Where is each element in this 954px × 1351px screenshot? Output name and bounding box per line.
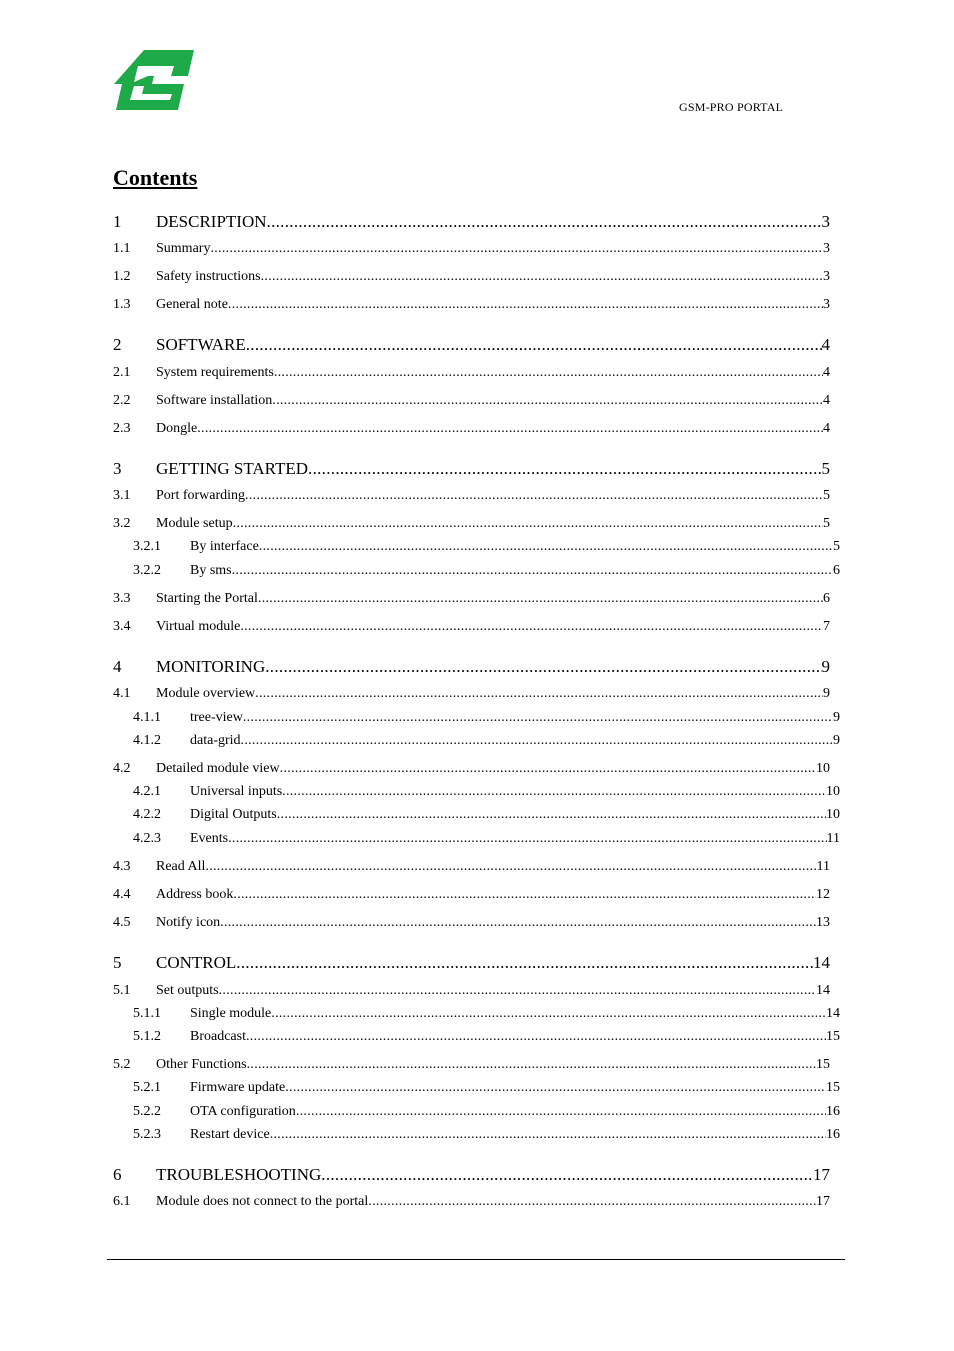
toc-entry-label: Summary [156, 241, 211, 256]
toc-entry[interactable] [113, 591, 830, 607]
toc-entry-page: 15 [816, 1057, 830, 1072]
toc-entry-page: 4 [823, 393, 830, 408]
toc-entry-page: 9 [833, 710, 840, 725]
toc-entry-label: Starting the Portal [156, 591, 258, 606]
toc-leader-dots [296, 1104, 826, 1120]
toc-entry-page: 3 [821, 212, 830, 231]
toc-entry[interactable] [113, 1194, 830, 1210]
toc-entry-number: 4.1 [113, 686, 131, 701]
toc-entry-label: Software installation [156, 393, 273, 408]
toc-entry[interactable] [133, 807, 840, 823]
toc-entry[interactable] [113, 859, 830, 875]
toc-leader-dots [246, 1029, 826, 1045]
toc-entry[interactable] [113, 686, 830, 702]
toc-entry-page: 17 [816, 1194, 830, 1209]
toc-leader-dots [259, 539, 833, 555]
toc-entry-label: Notify icon [156, 915, 221, 930]
toc-entry-page: 14 [826, 1006, 840, 1021]
toc-entry[interactable] [133, 784, 840, 800]
toc-leader-dots [265, 657, 821, 677]
toc-leader-dots [240, 619, 823, 635]
toc-leader-dots [205, 859, 816, 875]
toc-entry-page: 9 [821, 657, 830, 676]
toc-leader-dots [271, 1006, 826, 1022]
toc-entry-number: 5.2.2 [133, 1104, 161, 1119]
toc-entry-label: Single module [190, 1006, 272, 1021]
toc-entry[interactable] [133, 1104, 840, 1120]
toc-entry-number: 3.1 [113, 488, 131, 503]
toc-entry-page: 4 [823, 365, 830, 380]
toc-heading: Contents [113, 165, 198, 190]
toc-entry-page: 7 [823, 619, 830, 634]
toc-entry-page: 6 [823, 591, 830, 606]
toc-leader-dots [270, 1127, 826, 1143]
toc-leader-dots [272, 393, 823, 409]
toc-entry[interactable] [113, 269, 830, 285]
toc-entry-label: Restart device [190, 1127, 270, 1142]
toc-leader-dots [233, 887, 816, 903]
toc-entry-page: 11 [816, 859, 830, 874]
company-logo-icon [114, 48, 196, 112]
toc-leader-dots [228, 831, 826, 847]
toc-entry-page: 9 [823, 686, 830, 701]
toc-entry[interactable] [113, 212, 830, 232]
toc-entry-page: 15 [826, 1029, 840, 1044]
toc-entry-number: 4.2.2 [133, 807, 161, 822]
toc-entry[interactable] [133, 710, 840, 726]
toc-entry-label: Module overview [156, 686, 256, 701]
toc-leader-dots [219, 983, 816, 999]
toc-leader-dots [261, 269, 823, 285]
toc-leader-dots [255, 686, 823, 702]
toc-entry-label: By sms [190, 563, 232, 578]
toc-entry[interactable] [113, 335, 830, 355]
toc-entry-label: data-grid [190, 733, 241, 748]
toc-leader-dots [321, 1165, 813, 1185]
toc-entry-page: 4 [821, 335, 830, 354]
toc-entry-page: 9 [833, 733, 840, 748]
toc-entry[interactable] [113, 393, 830, 409]
toc-entry-page: 5 [833, 539, 840, 554]
toc-entry-number: 3.2 [113, 516, 131, 531]
toc-entry-number: 4.1.1 [133, 710, 161, 725]
toc-entry-label: Digital Outputs [190, 807, 277, 822]
toc-entry[interactable] [113, 761, 830, 777]
toc-entry-page: 14 [813, 953, 830, 972]
toc-leader-dots [233, 516, 823, 532]
toc-leader-dots [258, 591, 823, 607]
toc-leader-dots [368, 1194, 816, 1210]
toc-entry-page: 10 [826, 807, 840, 822]
toc-entry-number: 4.3 [113, 859, 131, 874]
toc-entry-number: 4.4 [113, 887, 131, 902]
toc-entry[interactable] [113, 1165, 830, 1185]
toc-leader-dots [232, 563, 833, 579]
toc-entry-page: 5 [823, 488, 830, 503]
toc-entry-number: 5 [113, 953, 122, 972]
toc-entry-page: 14 [816, 983, 830, 998]
toc-entry[interactable] [113, 365, 830, 381]
toc-leader-dots [246, 335, 822, 355]
toc-entry[interactable] [133, 831, 840, 847]
toc-entry-number: 3 [113, 459, 122, 478]
toc-entry-page: 11 [826, 831, 840, 846]
toc-entry-page: 15 [826, 1080, 840, 1095]
toc-entry-number: 4.2.1 [133, 784, 161, 799]
toc-entry-label: Virtual module [156, 619, 241, 634]
toc-entry-number: 6 [113, 1165, 122, 1184]
toc-entry[interactable] [113, 953, 830, 973]
toc-entry-label: CONTROL [156, 953, 237, 972]
toc-entry-label: Dongle [156, 421, 198, 436]
toc-leader-dots [277, 807, 826, 823]
toc-entry-label: Module does not connect to the portal [156, 1194, 369, 1209]
toc-entry-page: 16 [826, 1104, 840, 1119]
toc-entry-label: By interface [190, 539, 259, 554]
toc-entry[interactable] [113, 297, 830, 313]
toc-entry[interactable] [133, 563, 840, 579]
toc-leader-dots [197, 421, 823, 437]
toc-entry-number: 3.2.1 [133, 539, 161, 554]
toc-entry-number: 3.2.2 [133, 563, 161, 578]
toc-entry-number: 1.3 [113, 297, 131, 312]
toc-entry-number: 4.1.2 [133, 733, 161, 748]
toc-entry-number: 2.2 [113, 393, 131, 408]
toc-entry-page: 5 [821, 459, 830, 478]
toc-entry-number: 3.3 [113, 591, 131, 606]
toc-entry-number: 6.1 [113, 1194, 131, 1209]
toc-entry[interactable] [113, 241, 830, 257]
toc-entry-number: 2.3 [113, 421, 131, 436]
toc-entry-label: MONITORING [156, 657, 266, 676]
toc-entry[interactable] [113, 983, 830, 999]
toc-entry[interactable] [133, 1029, 840, 1045]
toc-leader-dots [282, 784, 826, 800]
toc-entry-page: 12 [816, 887, 830, 902]
toc-leader-dots [267, 212, 822, 232]
toc-entry-number: 2 [113, 335, 122, 354]
toc-entry-label: SOFTWARE [156, 335, 246, 354]
toc-entry[interactable] [113, 915, 830, 931]
toc-entry-page: 10 [816, 761, 830, 776]
toc-leader-dots [210, 241, 823, 257]
toc-leader-dots [245, 488, 823, 504]
toc-entry[interactable] [133, 1080, 840, 1096]
toc-entry-page: 5 [823, 516, 830, 531]
footer-divider [107, 1259, 845, 1260]
toc-entry-page: 16 [826, 1127, 840, 1142]
toc-leader-dots [308, 459, 821, 479]
toc-entry-label: Firmware update [190, 1080, 286, 1095]
toc-entry-label: Universal inputs [190, 784, 283, 799]
toc-entry-number: 5.1 [113, 983, 131, 998]
toc-entry-number: 5.2.3 [133, 1127, 161, 1142]
toc-entry-number: 4 [113, 657, 122, 676]
toc-leader-dots [274, 365, 823, 381]
toc-entry-page: 3 [823, 269, 830, 284]
toc-entry[interactable] [133, 1006, 840, 1022]
toc-entry[interactable] [133, 1127, 840, 1143]
toc-entry[interactable] [113, 619, 830, 635]
toc-leader-dots [228, 297, 823, 313]
toc-entry-page: 17 [813, 1165, 830, 1184]
toc-leader-dots [220, 915, 816, 931]
toc-entry-number: 5.1.1 [133, 1006, 161, 1021]
toc-entry-page: 4 [823, 421, 830, 436]
toc-leader-dots [280, 761, 816, 777]
toc-entry-label: Events [190, 831, 229, 846]
toc-leader-dots [243, 710, 833, 726]
toc-entry[interactable] [133, 539, 840, 555]
toc-leader-dots [285, 1080, 826, 1096]
toc-entry-number: 4.2 [113, 761, 131, 776]
toc-entry-number: 1 [113, 212, 122, 231]
toc-entry-number: 2.1 [113, 365, 131, 380]
toc-entry-label: Set outputs [156, 983, 219, 998]
toc-entry-number: 4.2.3 [133, 831, 161, 846]
toc-entry-label: System requirements [156, 365, 274, 380]
toc-entry-label: tree-view [190, 710, 243, 725]
toc-leader-dots [236, 953, 813, 973]
toc-entry-label: OTA configuration [190, 1104, 296, 1119]
toc-entry[interactable] [113, 887, 830, 903]
toc-entry-number: 1.2 [113, 269, 131, 284]
toc-entry[interactable] [113, 1057, 830, 1073]
toc-entry-label: Other Functions [156, 1057, 247, 1072]
toc-entry-label: Safety instructions [156, 269, 261, 284]
toc-entry-number: 5.2 [113, 1057, 131, 1072]
toc-entry[interactable] [113, 421, 830, 437]
document-title: GSM-PRO PORTAL [679, 100, 784, 114]
toc-entry-page: 10 [826, 784, 840, 799]
toc-entry-label: General note [156, 297, 228, 312]
toc-entry-number: 3.4 [113, 619, 131, 634]
toc-entry-page: 13 [816, 915, 830, 930]
toc-leader-dots [241, 733, 833, 749]
toc-entry-page: 3 [823, 241, 830, 256]
toc-entry-label: Port forwarding [156, 488, 246, 503]
toc-entry-label: Detailed module view [156, 761, 280, 776]
toc-entry-number: 5.2.1 [133, 1080, 161, 1095]
toc-entry[interactable] [113, 657, 830, 677]
toc-entry-label: Address book [156, 887, 234, 902]
toc-entry[interactable] [113, 516, 830, 532]
toc-leader-dots [247, 1057, 816, 1073]
toc-entry-number: 5.1.2 [133, 1029, 161, 1044]
toc-entry[interactable] [133, 733, 840, 749]
toc-entry[interactable] [113, 459, 830, 479]
toc-entry-page: 6 [833, 563, 840, 578]
toc-entry-label: GETTING STARTED [156, 459, 309, 478]
toc-entry-page: 3 [823, 297, 830, 312]
toc-entry-number: 4.5 [113, 915, 131, 930]
toc-entry-label: Read All [156, 859, 206, 874]
toc-entry-label: TROUBLESHOOTING [156, 1165, 322, 1184]
toc-entry-number: 1.1 [113, 241, 131, 256]
toc-entry[interactable] [113, 488, 830, 504]
toc-entry-label: Module setup [156, 516, 233, 531]
toc-entry-label: Broadcast [190, 1029, 246, 1044]
toc-entry-label: DESCRIPTION [156, 212, 267, 231]
